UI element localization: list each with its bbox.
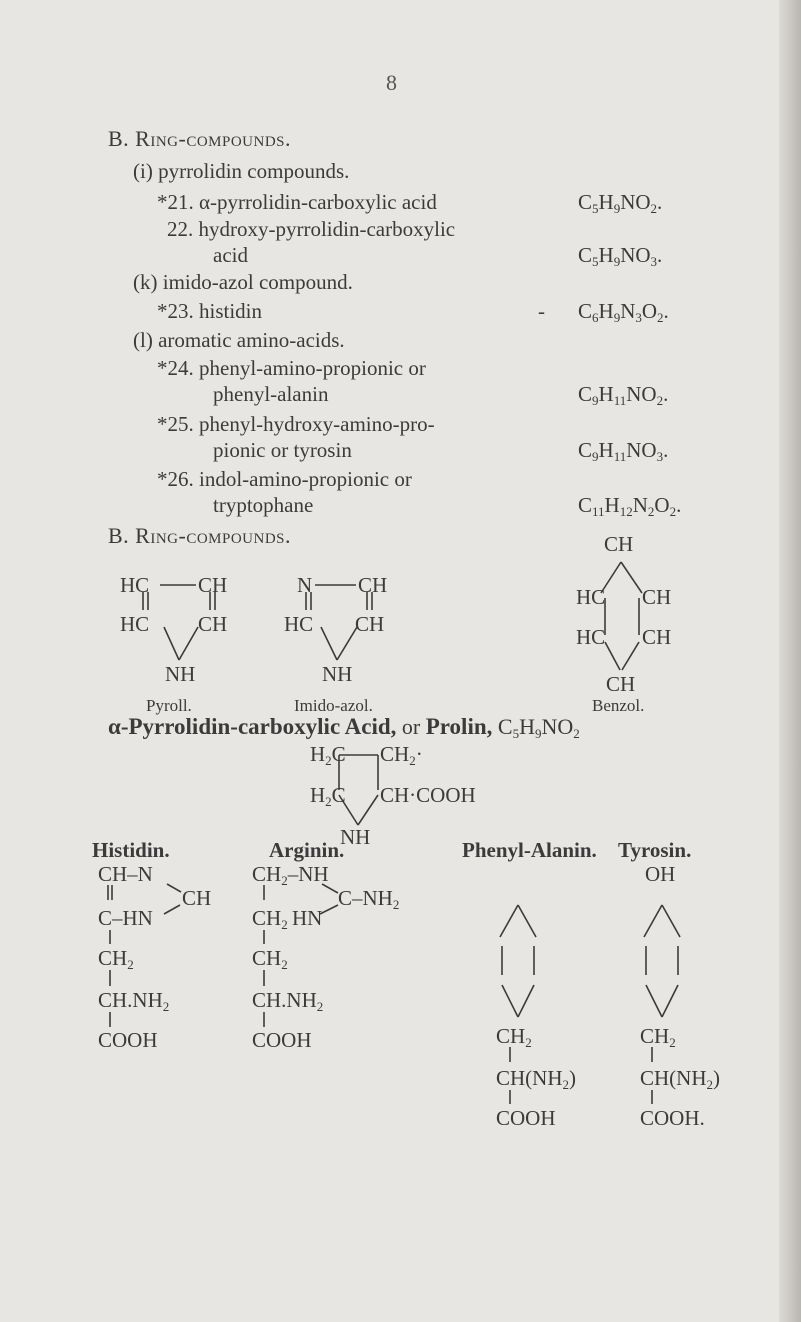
imidazol-mid-left: HC [284,612,314,636]
pyroll-top-left: HC [120,573,150,597]
arginin-r3: $CH_2$ [252,946,288,972]
arginin-r5: COOH [252,1028,312,1052]
arginin-r1b: $C-NH_2$ [338,886,400,912]
arginin-hn-c-bond [320,905,338,914]
item-imido-azol-compound: (k) imido-azol compound. [133,270,353,294]
imidazol-top-right: CH [358,573,388,597]
item-24-label-cont: phenyl-alanin [213,382,329,406]
item-26-label: *26. indol-amino-propionic or [157,467,412,491]
prolin-right-n-bond [358,795,378,825]
arginin-title: Arginin. [269,838,345,862]
benzol-caption: Benzol. [592,696,645,715]
prolin-bottom-left: $H_2C$ [310,783,346,809]
phenyl-ring-top-right [518,905,536,937]
prolin-title-bold: α-Pyrrolidin-carboxylic Acid, [108,714,397,739]
item-21-label: *21. α-pyrrolidin-carboxylic acid [157,190,437,214]
pyroll-caption: Pyroll. [146,696,192,715]
section-heading-text: B. Ring-compounds. [108,126,292,151]
imidazol-bottom: NH [322,662,353,686]
benzol-bottom: CH [606,672,636,696]
pyroll-left-n-bond [164,627,179,660]
benzol-top: CH [604,532,634,556]
phenylalanin-title: Phenyl-Alanin. [462,838,597,862]
histidin-r1b: CH [182,886,212,910]
imidazol-top-left: N [297,573,313,597]
pyroll-mid-left: HC [120,612,150,636]
item-25-label-cont: pionic or tyrosin [213,438,352,462]
item-23-label: *23. histidin [157,299,263,323]
item-24-formula: $C_9H_{11}NO_2$. [578,382,669,408]
arginin-r2b: HN [292,906,323,930]
benzol-top-right-bond [621,562,642,593]
item-22-formula: $C_5H_9NO_3$. [578,243,663,269]
prolin-title [108,714,580,742]
prolin-bottom-nh: NH [340,825,371,849]
benzol-upper-right: CH [642,585,672,609]
arginin-r2: $CH_2$ [252,906,288,932]
benzol-lower-left: HC [576,625,606,649]
tyrosin-ring-bottom-left [646,985,662,1017]
phenyl-ring-bottom-right [518,985,534,1017]
benzol-upper-left: HC [576,585,606,609]
prolin-title-formula: $C_5H_9NO_2$ [497,714,580,741]
tyrosin-r2: $CH(NH_2)$ [640,1066,720,1092]
prolin-top-right: $CH_2\cdot$ [380,742,423,768]
tyrosin-title: Tyrosin. [618,838,692,862]
imidazol-left-n-bond [321,627,337,660]
histidin-hn-ch-bond [164,905,180,914]
tyrosin-ring-bottom-right [662,985,678,1017]
tyrosin-r3: COOH. [640,1106,705,1130]
prolin-top-left: $H_2C$ [310,742,346,768]
phenylalanin-r3: COOH [496,1106,556,1130]
item-aromatic-amino-acids: (l) aromatic amino-acids. [133,328,345,352]
prolin-title-or: or [401,714,421,739]
benzol-bottom-right-bond [622,642,639,670]
phenyl-ring-top-left [500,905,518,937]
item-23-formula: $C_6H_9N_3O_2$. [578,299,669,325]
item-21-formula: $C_5H_9NO_2$. [578,190,663,216]
prolin-title-bold2: Prolin, [425,714,493,739]
benzol-lower-right: CH [642,625,672,649]
arginin-r4: $CH.NH_2$ [252,988,324,1014]
histidin-r3: $CH_2$ [98,946,134,972]
phenylalanin-r1: $CH_2$ [496,1024,532,1050]
item-25-label: *25. phenyl-hydroxy-amino-pro- [157,412,435,436]
histidin-title: Histidin. [92,838,170,862]
item-pyrrolidin-compounds: (i) pyrrolidin compounds. [133,159,350,183]
benzol-bottom-left-bond [605,642,620,670]
tyrosin-r1: $CH_2$ [640,1024,676,1050]
phenyl-ring-bottom-left [502,985,518,1017]
imidazol-right-n-bond [337,627,357,660]
imidazol-mid-right: CH [355,612,385,636]
tyrosin-ring-top-left [644,905,662,937]
tyrosin-top: OH [645,862,676,886]
phenylalanin-r2: $CH(NH_2)$ [496,1066,576,1092]
item-22-label-cont: acid [213,243,248,267]
item-24-label: *24. phenyl-amino-propionic or [157,356,426,380]
page-number: 8 [386,70,397,95]
pyroll-top-right: CH [198,573,228,597]
section-heading-2-text: B. Ring-compounds. [108,523,292,548]
histidin-r5: COOH [98,1028,158,1052]
tyrosin-ring-top-right [662,905,680,937]
pyroll-bottom: NH [165,662,196,686]
histidin-r1: CH–N [98,862,153,886]
item-23-dash: - [538,299,545,323]
item-26-formula: $C_{11}H_{12}N_2O_2$. [578,493,682,519]
item-25-formula: $C_9H_{11}NO_3$. [578,438,669,464]
histidin-r4: $CH.NH_2$ [98,988,170,1014]
item-22-label: 22. hydroxy-pyrrolidin-carboxylic [167,217,456,241]
prolin-bottom-right: CH·COOH [380,783,476,807]
pyroll-right-n-bond [179,627,198,660]
histidin-r2: C–HN [98,906,153,930]
item-26-label-cont: tryptophane [213,493,314,517]
pyroll-mid-right: CH [198,612,228,636]
histidin-n-ch-bond [167,884,181,892]
arginin-r1: $CH_2-NH$ [252,862,329,888]
imidazol-caption: Imido-azol. [294,696,373,715]
